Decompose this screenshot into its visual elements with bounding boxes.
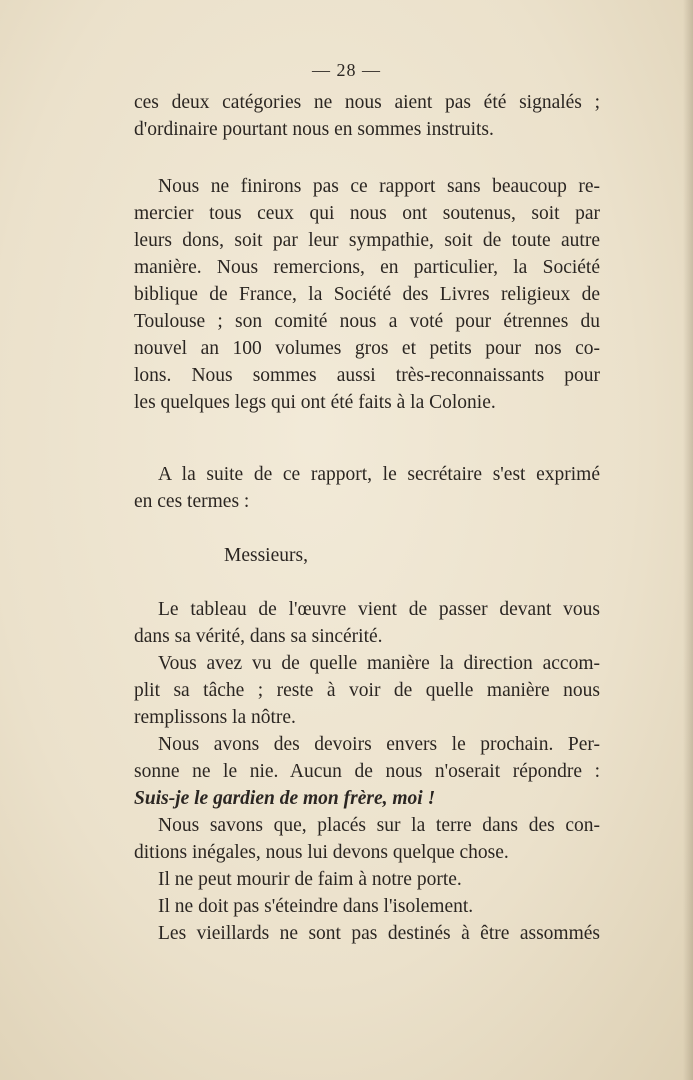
text-line: A la suite de ce rapport, le secrétaire s'est exprimé <box>158 464 600 485</box>
text-line: manière. Nous remercions, en particulier, la Société <box>134 257 600 278</box>
paragraph-3 <box>134 461 600 515</box>
text-line: plit sa tâche ; reste à voir de quelle manière nous <box>134 680 600 701</box>
text-line: nouvel an 100 volumes gros et petits pour nos co- <box>134 338 600 359</box>
text-line: Les vieillards ne sont pas destinés à être assommés <box>158 923 600 944</box>
italic-quote-line: Suis-je le gardien de mon frère, moi ! <box>134 788 436 809</box>
text-line: Nous avons des devoirs envers le prochain. Per- <box>158 734 600 755</box>
text-line: ces deux catégories ne nous aient pas été signalés ; <box>134 92 600 113</box>
text-line: sonne ne le nie. Aucun de nous n'oserait répondre : <box>134 761 600 782</box>
salutation-block <box>134 542 600 569</box>
text-line: Il ne peut mourir de faim à notre porte. <box>158 869 462 890</box>
text-line: Le tableau de l'œuvre vient de passer devant vous <box>158 599 600 620</box>
text-line: les quelques legs qui ont été faits à la Colonie. <box>134 392 496 413</box>
text-line: lons. Nous sommes aussi très-reconnaissants pour <box>134 365 600 386</box>
text-line: en ces termes : <box>134 491 250 512</box>
paragraph-1 <box>134 89 600 143</box>
text-line: Vous avez vu de quelle manière la direction accom- <box>158 653 600 674</box>
text-line: Il ne doit pas s'éteindre dans l'isolement. <box>158 896 474 917</box>
text-line: ditions inégales, nous lui devons quelque chose. <box>134 842 509 863</box>
text-line: dans sa vérité, dans sa sincérité. <box>134 626 383 647</box>
paragraph-2 <box>134 173 600 416</box>
text-line: Nous savons que, placés sur la terre dans des con- <box>158 815 600 836</box>
text-line: remplissons la nôtre. <box>134 707 296 728</box>
text-line: Nous ne finirons pas ce rapport sans beaucoup re- <box>158 176 600 197</box>
paragraph-4 <box>134 596 600 947</box>
page-number: — 28 — <box>312 60 381 80</box>
text-line: d'ordinaire pourtant nous en sommes instruits. <box>134 119 494 140</box>
text-line: leurs dons, soit par leur sympathie, soit de toute autre <box>134 230 600 251</box>
text-line: Toulouse ; son comité nous a voté pour étrennes du <box>134 311 600 332</box>
text-line: biblique de France, la Société des Livres religieux de <box>134 284 600 305</box>
text-line: mercier tous ceux qui nous ont soutenus, soit par <box>134 203 600 224</box>
page-edge-shadow <box>683 0 693 1080</box>
salutation: Messieurs, <box>224 545 308 566</box>
